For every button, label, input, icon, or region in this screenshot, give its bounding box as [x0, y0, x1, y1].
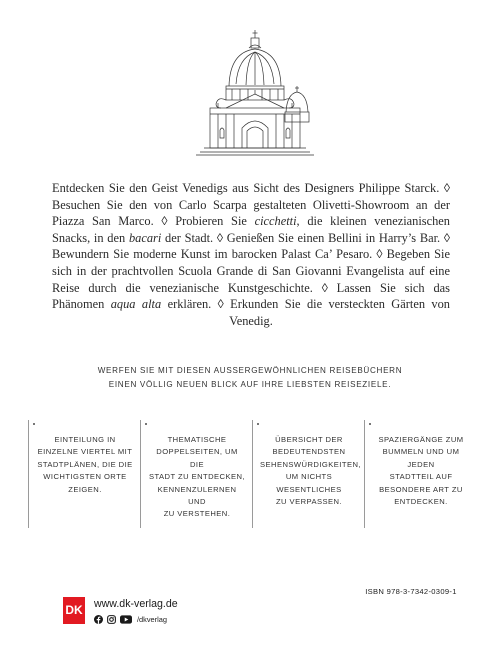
feature-line: ENTDECKEN.	[394, 497, 448, 507]
blurb-part-1: Entdecken Sie den Geist Venedigs aus Sicht des Designers Philippe Starck. ◊ Besuchen Sie den von Carlo Scarpa gestalteten Olivetti-Showroom an der Piazza San Marco. ◊ Probieren Sie	[52, 181, 450, 229]
bullet-dot-icon	[33, 423, 35, 425]
blurb-term-cicchetti: cicchetti	[254, 214, 297, 229]
feature-sights-overview	[252, 420, 362, 528]
tagline-line-2: EINEN VÖLLIG NEUEN BLICK AUF IHRE LIEBSTEN REISEZIELE.	[108, 380, 392, 389]
feature-line: THEMATISCHE	[167, 435, 227, 444]
feature-line: EINZELNE VIERTEL MIT	[37, 447, 133, 457]
blurb-part-3: der Stadt. ◊ Genießen Sie einen Bellini in Harry’s Bar. ◊ Bewundern Sie moderne Kunst im barocken Palast Ca’ Pesaro. ◊ Begeben Sie sich in der prachtvollen Scuola Grande di San Giovanni Evangelista auf eine Reise durch die venezianische Kunstgeschichte. ◊ Lassen Sie sich das Phänomen	[52, 230, 450, 312]
website-link[interactable]: www.dk-verlag.de	[94, 598, 178, 610]
feature-line: ZU VERPASSEN.	[275, 497, 343, 507]
tagline-line-1: WERFEN SIE MIT DIESEN AUSSERGEWÖHNLICHEN REISEBÜCHERN	[97, 366, 403, 375]
feature-districts	[28, 420, 138, 528]
feature-line: STADT ZU ENTDECKEN,	[148, 472, 246, 482]
youtube-icon[interactable]	[120, 615, 132, 624]
instagram-icon[interactable]	[107, 615, 116, 624]
bullet-dot-icon	[369, 423, 371, 425]
dk-logo: DK	[63, 597, 85, 624]
feature-columns	[28, 420, 474, 528]
feature-line: EINTEILUNG IN	[54, 435, 116, 444]
feature-line: BEDEUTENDSTEN	[272, 447, 346, 457]
feature-line: STADTTEIL AUF	[389, 472, 453, 482]
feature-line: ZU VERSTEHEN.	[163, 509, 231, 519]
feature-thematic-spreads	[140, 420, 250, 528]
feature-line: UM NICHTS WESENTLICHES	[276, 472, 342, 494]
feature-line: STADTPLÄNEN, DIE DIE	[37, 459, 133, 469]
bullet-dot-icon	[145, 423, 147, 425]
tagline	[60, 364, 440, 392]
blurb-part-2: , die kleinen venezianischen Snacks, in den	[52, 214, 450, 245]
blurb-term-bacari: bacari	[128, 230, 162, 245]
blurb-term-aqua-alta: aqua alta	[110, 297, 162, 312]
bullet-dot-icon	[257, 423, 259, 425]
feature-line: BESONDERE ART ZU	[379, 484, 463, 494]
feature-line: SPAZIERGÄNGE ZUM	[378, 435, 464, 444]
feature-line: SEHENSWÜRDIGKEITEN,	[260, 459, 361, 469]
feature-line: ZEIGEN.	[68, 484, 102, 494]
feature-walks	[364, 420, 474, 528]
feature-line: KENNENZULERNEN UND	[157, 484, 237, 507]
isbn-number: ISBN 978-3-7342-0309-1	[365, 587, 457, 596]
feature-line: BUMMELN UND UM JEDEN	[382, 447, 460, 469]
feature-line: ÜBERSICHT DER	[275, 435, 343, 444]
facebook-icon[interactable]	[94, 615, 103, 624]
social-row	[94, 614, 167, 624]
feature-line: WICHTIGSTEN ORTE	[43, 472, 127, 482]
feature-line: DOPPELSEITEN, UM DIE	[156, 447, 238, 469]
blurb-part-4: erklären. ◊ Erkunden Sie die versteckten Gärten von Venedig.	[161, 297, 450, 328]
social-handle: /dkverlag	[137, 614, 167, 624]
basilica-illustration	[196, 28, 314, 156]
blurb-text	[52, 180, 450, 329]
